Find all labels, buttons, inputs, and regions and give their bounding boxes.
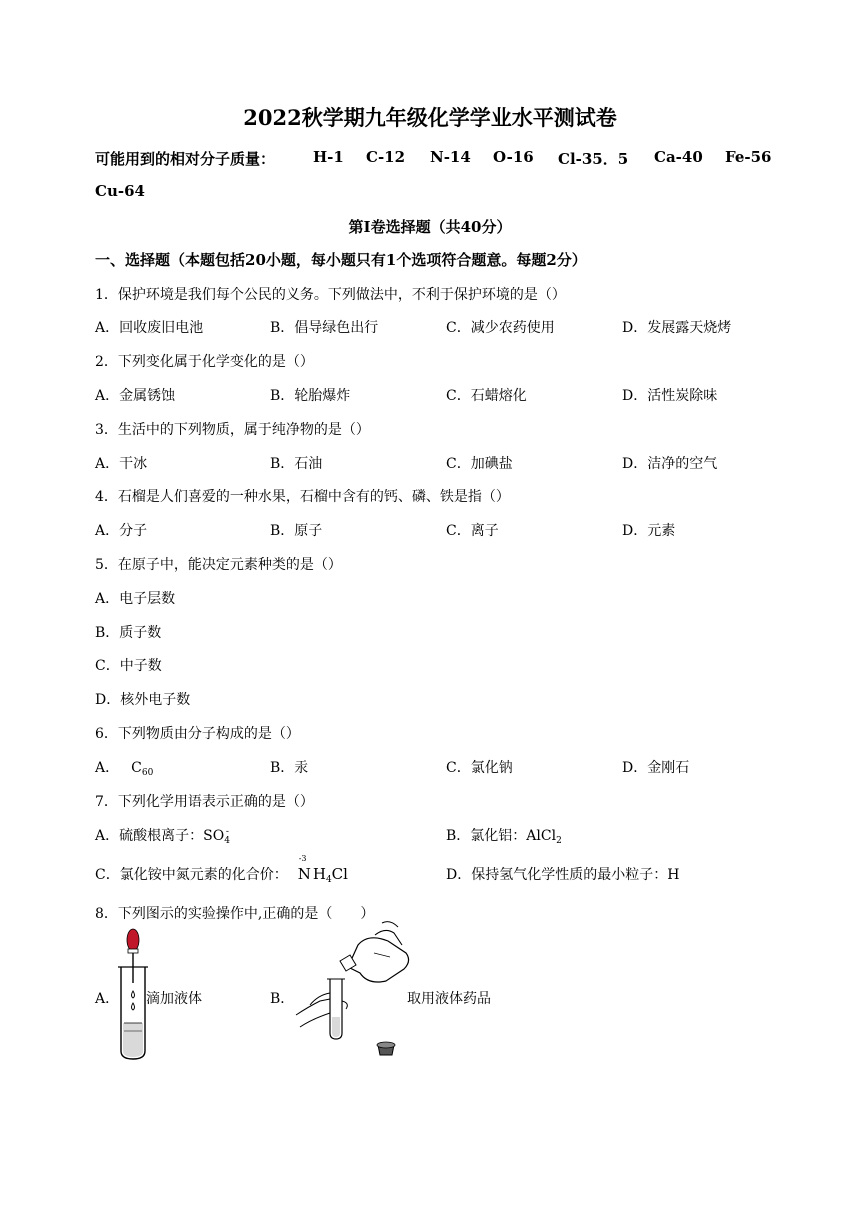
alcl-subscript: 2 xyxy=(556,836,562,846)
sulfate-charge: - xyxy=(225,827,229,837)
option-b: B．质子数 xyxy=(95,625,162,641)
option-a: A．分子 xyxy=(95,523,148,539)
mass-o: O-16 xyxy=(493,148,534,166)
option-b-label: B． xyxy=(270,991,295,1007)
option-c: C．中子数 xyxy=(95,658,162,674)
option-d: D．核外电子数 xyxy=(95,692,191,708)
option-d: D．元素 xyxy=(622,523,676,539)
option-a-caption: 滴加液体 xyxy=(146,991,202,1007)
option-b: B．原子 xyxy=(270,523,323,539)
question-stem: 6．下列物质由分子构成的是（） xyxy=(95,726,300,742)
alcl-text: B．氯化铝：AlCl xyxy=(446,828,557,844)
nitrogen-symbol: N xyxy=(297,865,311,883)
question-stem: 1．保护环境是我们每个公民的义务。下列做法中，不利于保护环境的是（） xyxy=(95,287,566,303)
masses-label: 可能用到的相对分子质量： xyxy=(95,150,276,168)
option-a xyxy=(95,825,229,846)
sulfate-subscript: 4 xyxy=(224,836,230,846)
option-a-label: A． xyxy=(95,991,120,1007)
pouring-liquid-figure xyxy=(290,915,410,1055)
option-d: D．发展露天烧烤 xyxy=(622,320,732,336)
mass-c: C-12 xyxy=(366,148,406,166)
c60-formula: C xyxy=(131,760,142,776)
question-stem: 8．下列图示的实验操作中,正确的是（ ） xyxy=(95,906,375,922)
c60-subscript: 60 xyxy=(141,768,154,778)
option-b: B．轮胎爆炸 xyxy=(270,388,351,404)
nitrogen-with-valence xyxy=(297,854,311,883)
option-a: A．干冰 xyxy=(95,456,148,472)
option-c: C．离子 xyxy=(446,523,499,539)
mass-fe: Fe-56 xyxy=(725,148,772,166)
option-c: C．氯化钠 xyxy=(446,760,513,776)
option-a xyxy=(95,757,153,778)
mass-h: H-1 xyxy=(313,148,344,166)
option-a: A．回收废旧电池 xyxy=(95,320,204,336)
mass-cl: Cl-35．5 xyxy=(558,150,629,168)
valence-text: C．氯化铵中氮元素的化合价： xyxy=(95,867,288,883)
question-stem: 2．下列变化属于化学变化的是（） xyxy=(95,354,314,370)
part-title: 一、选择题（本题包括20小题，每小题只有1个选项符合题意。每题2分） xyxy=(95,251,587,269)
option-d: D．活性炭除味 xyxy=(622,388,718,404)
mass-n: N-14 xyxy=(430,148,471,166)
hydrogen-subscript: 4 xyxy=(325,875,332,885)
option-b xyxy=(446,825,562,846)
option-c: C．加碘盐 xyxy=(446,456,513,472)
exam-title: 2022秋学期九年级化学学业水平测试卷 xyxy=(243,105,617,130)
dropper-test-tube-figure xyxy=(113,925,153,1060)
mass-ca: Ca-40 xyxy=(654,148,703,166)
option-d: D．保持氢气化学性质的最小粒子：H xyxy=(446,867,680,883)
mass-cu: Cu-64 xyxy=(95,182,145,200)
option-c xyxy=(95,854,348,885)
option-d: D．洁净的空气 xyxy=(622,456,718,472)
question-stem: 4．石榴是人们喜爱的一种水果，石榴中含有的钙、磷、铁是指（） xyxy=(95,489,510,505)
option-a: A．金属锈蚀 xyxy=(95,388,176,404)
option-b-caption: 取用液体药品 xyxy=(407,991,491,1007)
question-stem: 7．下列化学用语表示正确的是（） xyxy=(95,794,314,810)
dropper-bulb xyxy=(127,929,139,951)
hydrogen-symbol: H xyxy=(312,865,326,883)
section-title: 第Ⅰ卷选择题（共40分） xyxy=(348,218,512,236)
option-d: D．金刚石 xyxy=(622,760,690,776)
option-c: C．石蜡熔化 xyxy=(446,388,527,404)
option-b: B．倡导绿色出行 xyxy=(270,320,379,336)
sulfate-text: A．硫酸根离子：SO xyxy=(95,828,225,844)
valence-mark: -3 xyxy=(298,854,307,863)
chlorine-symbol: Cl xyxy=(331,865,348,883)
question-stem: 5．在原子中，能决定元素种类的是（） xyxy=(95,557,342,573)
option-b: B．汞 xyxy=(270,760,309,776)
option-b: B．石油 xyxy=(270,456,323,472)
question-stem: 3．生活中的下列物质，属于纯净物的是（） xyxy=(95,422,370,438)
option-c: C．减少农药使用 xyxy=(446,320,555,336)
option-a: A．电子层数 xyxy=(95,591,176,607)
option-a-label: A． xyxy=(95,760,120,776)
